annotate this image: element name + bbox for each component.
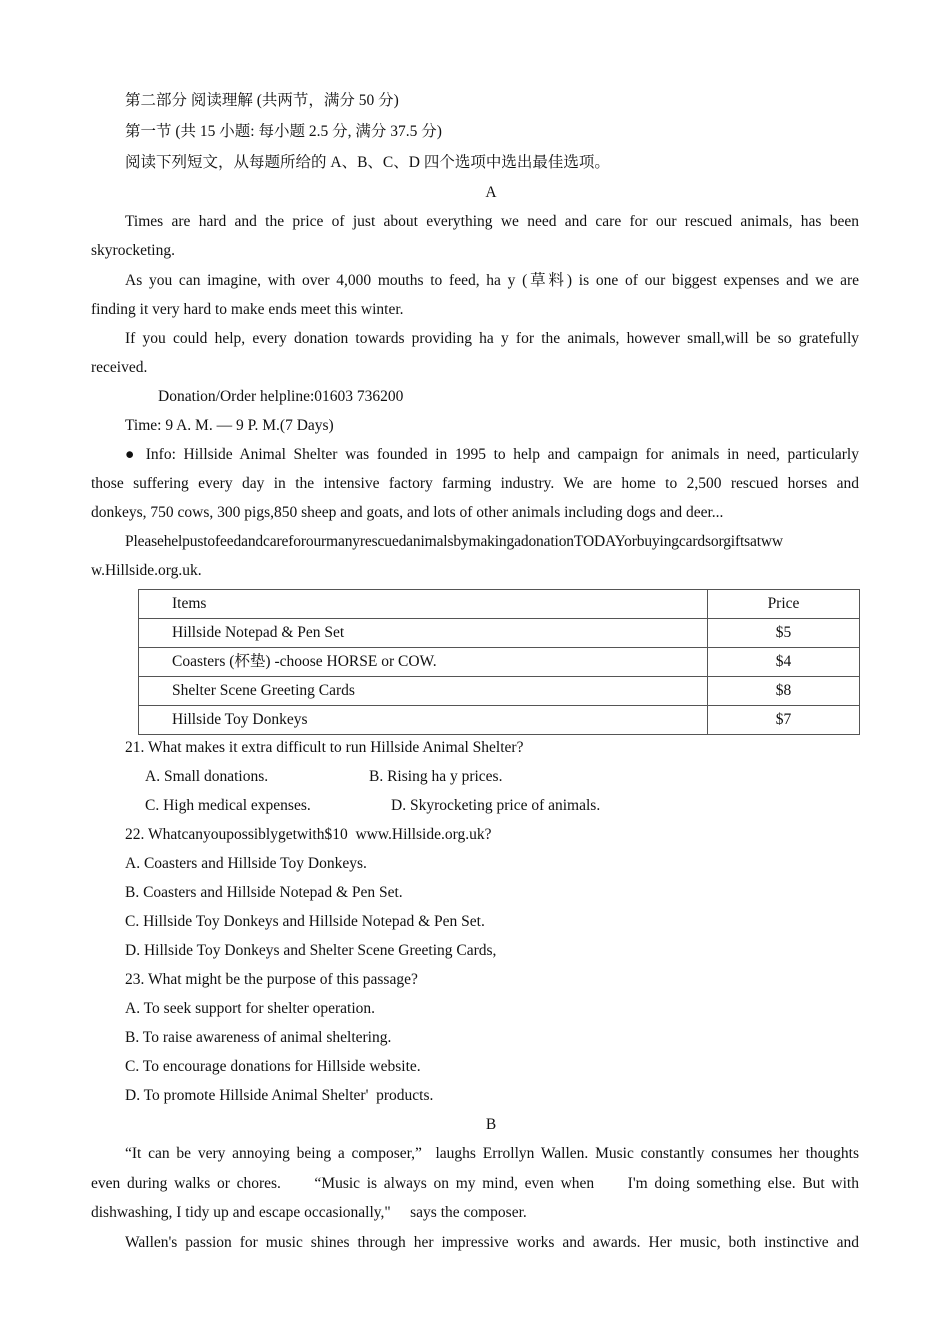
items-price-table [138, 589, 860, 735]
q23-option-d: D. To promote Hillside Animal Shelter' products. [125, 1087, 434, 1104]
q22-option-b: B. Coasters and Hillside Notepad & Pen Set. [125, 884, 403, 901]
q22-option-c: C. Hillside Toy Donkeys and Hillside Notepad & Pen Set. [125, 913, 485, 930]
passage-b-p1-line1: “It can be very annoying being a composer,” laughs Errollyn Wallen. Music constantly consumes her thoughts [125, 1145, 859, 1162]
subsection-header: 第一节 (共 15 小题: 每小题 2.5 分, 满分 37.5 分) [125, 123, 442, 140]
please-line2: w.Hillside.org.uk. [91, 562, 202, 579]
q21-option-c: C. High medical expenses. [145, 797, 311, 814]
passage-b-p1-line3: dishwashing, I tidy up and escape occasionally," says the composer. [91, 1204, 527, 1221]
helpline-time: Time: 9 A. M. — 9 P. M.(7 Days) [125, 417, 334, 434]
q23-option-a: A. To seek support for shelter operation. [125, 1000, 376, 1017]
item-price: $4 [708, 648, 860, 677]
header-items: Items [139, 590, 708, 619]
passage-b-p2-line1: Wallen's passion for music shines through her impressive works and awards. Her music, both instinctive and [125, 1234, 859, 1251]
item-name: Shelter Scene Greeting Cards [139, 677, 708, 706]
item-name: Hillside Toy Donkeys [139, 706, 708, 735]
instruction: 阅读下列短文，从每题所给的 A、B、C、D 四个选项中选出最佳选项。 [125, 154, 610, 171]
info-line2: those suffering every day in the intensive factory farming industry. We are home to 2,500 rescued horses and [91, 475, 859, 492]
table-header-row [139, 590, 860, 619]
q22-option-a: A. Coasters and Hillside Toy Donkeys. [125, 855, 367, 872]
info-line3: donkeys, 750 cows, 300 pigs,850 sheep and goats, and lots of other animals including dogs and deer... [91, 504, 724, 521]
passage-a-p2-line1: As you can imagine, with over 4,000 mouths to feed, ha y (草料) is one of our biggest expenses and we are [125, 272, 859, 289]
q21-stem: 21. What makes it extra difficult to run Hillside Animal Shelter? [125, 739, 524, 756]
passage-a-p3-line2: received. [91, 359, 148, 376]
passage-b-p1-line2: even during walks or chores. “Music is always on my mind, even when I'm doing something else. But with [91, 1175, 859, 1192]
section-header: 第二部分 阅读理解 (共两节，满分 50 分) [125, 92, 399, 109]
table-row [139, 706, 860, 735]
table-row [139, 648, 860, 677]
item-price: $7 [708, 706, 860, 735]
passage-a-p3-line1: If you could help, every donation towards providing ha y for the animals, however small,will be so gratefully [125, 330, 859, 347]
please-line1: PleasehelpustofeedandcareforourmanyrescuedanimalsbymakingadonationTODAYorbuyingcardsorgiftsatww [125, 533, 783, 550]
passage-a-p1-line2: skyrocketing. [91, 242, 175, 259]
q23-option-b: B. To raise awareness of animal sheltering. [125, 1029, 392, 1046]
passage-a-p1-line1: Times are hard and the price of just about everything we need and care for our rescued animals, has been [125, 213, 859, 230]
info-line1: ● Info: Hillside Animal Shelter was founded in 1995 to help and campaign for animals in need, particularly [125, 446, 859, 463]
item-name: Coasters (杯垫) -choose HORSE or COW. [139, 648, 708, 677]
q23-option-c: C. To encourage donations for Hillside website. [125, 1058, 421, 1075]
item-name: Hillside Notepad & Pen Set [139, 619, 708, 648]
header-price: Price [708, 590, 860, 619]
passage-a-label: A [485, 184, 497, 201]
q21-option-d: D. Skyrocketing price of animals. [391, 797, 601, 814]
q23-stem: 23. What might be the purpose of this passage? [125, 971, 418, 988]
item-price: $5 [708, 619, 860, 648]
item-price: $8 [708, 677, 860, 706]
passage-b-label: B [485, 1116, 497, 1133]
q21-option-a: A. Small donations. [145, 768, 269, 785]
q22-stem: 22. Whatcanyoupossiblygetwith$10 www.Hillside.org.uk? [125, 826, 492, 843]
q22-option-d: D. Hillside Toy Donkeys and Shelter Scene Greeting Cards, [125, 942, 497, 959]
table-row [139, 677, 860, 706]
donation-helpline: Donation/Order helpline:01603 736200 [158, 388, 404, 405]
passage-a-p2-line2: finding it very hard to make ends meet this winter. [91, 301, 404, 318]
q21-option-b: B. Rising ha y prices. [369, 768, 503, 785]
table-row [139, 619, 860, 648]
